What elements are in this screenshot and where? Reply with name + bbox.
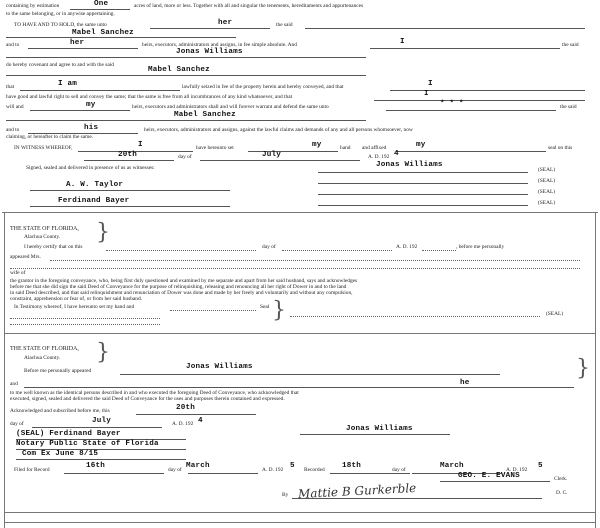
estimation-label: containing by estimation <box>6 3 60 9</box>
witness-affixed: and affixed <box>362 145 387 151</box>
witness-hand: hand <box>340 145 351 151</box>
ack1-body-2: before me that she did sign the said Deed of Conveyance for the purpose of relinquishing, releasing and renouncing all her right of Dower in and to the land <box>10 284 347 290</box>
seal-4: (SEAL) <box>538 200 556 206</box>
ack2-subscribed: Acknowledged and subscribed before me, this <box>10 408 110 414</box>
ack1-brace: } <box>96 220 110 245</box>
ack2-he: he <box>460 379 470 387</box>
warrant-text: heirs, executors and administrators shall and will forever warrant and defend the same unto <box>132 104 329 110</box>
grantor-signature: Jonas Williams <box>376 161 443 169</box>
grantor-name-1: Jonas Williams <box>176 48 243 56</box>
filed-day: 16th <box>86 462 106 470</box>
covenant-text: do hereby covenant and agree to and with the said <box>6 62 114 68</box>
appertaining-text: to the same belonging, or in anywise appertaining. <box>6 11 115 17</box>
notary-signature: (SEAL) Ferdinand Bayer <box>16 430 121 438</box>
ack2-body-1: to me well known as the identical persons described in and who executed the foregoing Deed of Conveyance, who acknowledged that <box>10 390 299 396</box>
recorded-label: Recorded <box>304 467 325 473</box>
acres-text: acres of land, more or less. Together with all and singular the tenements, hereditaments and appurtenances <box>134 3 364 9</box>
ack1-body-4: constraint, apprehension or fear of, or from her said husband. <box>10 296 143 302</box>
clerk-label: Clerk. <box>554 476 568 482</box>
claiming-text: claiming, or hereafter to claim the same. <box>6 134 94 140</box>
notary-title: Notary Public State of Florida <box>16 440 159 448</box>
witness-label: IN WITNESS WHEREOF, <box>14 145 73 151</box>
witness-day-of: day of <box>178 154 192 160</box>
witness-my-1: my <box>312 141 322 149</box>
by-label: By <box>282 492 289 498</box>
ack1-seal: (SEAL) <box>546 311 564 317</box>
ack2-day-of: day of <box>10 421 24 427</box>
the-said-label: the said <box>562 42 579 48</box>
ack2-sub-day: 20th <box>176 404 196 412</box>
filed-label: Filed for Record <box>14 467 50 473</box>
recorded-day: 18th <box>342 462 362 470</box>
filed-ad: A. D. 192 <box>262 467 284 473</box>
notary-commission: Com Ex June 8/15 <box>22 450 99 458</box>
recorded-day-of: day of <box>392 467 406 473</box>
ack2-ad: A. D. 192 <box>172 421 194 427</box>
witness-my-2: my <box>416 141 426 149</box>
witness-2-name: Ferdinand Bayer <box>58 197 130 205</box>
ack2-and: and <box>10 381 18 387</box>
witness-day: 20th <box>118 151 138 159</box>
clerk-name: GEO. E. EVANS <box>458 472 520 480</box>
witness-set: have hereunto set <box>196 145 234 151</box>
witness-month: July <box>262 151 282 159</box>
fee-simple-text: heirs, executors, administrators and assigns, in fee simple absolute. And <box>142 42 297 48</box>
ack1-seal-word: Seal <box>260 304 270 310</box>
ack2-body-2: executed, signed, sealed and delivered the said Deed of Conveyance for the uses and purposes therein contained and expressed. <box>10 396 285 402</box>
ack1-wife-of: wife of <box>10 270 26 276</box>
ack2-state: THE STATE OF FLORIDA, <box>10 346 79 352</box>
ack1-testimony: In Testimony whereof, I have hereunto set my hand and <box>14 304 135 310</box>
ack1-county: Alachua County. <box>24 234 61 240</box>
witness-ad: A. D. 192 <box>368 154 390 160</box>
ack1-day-of: day of <box>262 244 276 250</box>
warrant-my: my <box>86 101 96 109</box>
and-to-label-2: and to <box>6 127 20 133</box>
recorded-year: 5 <box>538 462 543 470</box>
ack2-sub-year: 4 <box>198 417 203 425</box>
dc-label: D. C. <box>556 490 568 496</box>
seal-1: (SEAL) <box>538 167 556 173</box>
witness-who: I <box>138 141 143 149</box>
and-to-his: his <box>84 124 99 132</box>
ack2-grantor-signature: Jonas Williams <box>346 425 413 433</box>
filed-month: March <box>186 462 210 470</box>
ack2-county: Alachua County. <box>24 355 61 361</box>
will-and-label: will and <box>6 104 24 110</box>
heirs-text-2: heirs, executors, administrators and assigns, against the lawful claims and demands of any and all persons whomsoever, now <box>144 127 413 133</box>
ack1-body-1: the grantor in the foregoing conveyance, who, being first duly questioned and examined by me separate and apart from her said husband, says and acknowledges <box>10 278 358 284</box>
that-label: that <box>6 84 15 90</box>
ack1-certify: I hereby certify that on this <box>24 244 83 250</box>
ack2-appeared-name: Jonas Williams <box>186 363 253 371</box>
recorded-ad: A. D. 192 <box>506 467 528 473</box>
and-to-her: her <box>70 39 85 47</box>
filed-day-of: day of <box>168 467 182 473</box>
good-right-text: have good and lawful right to sell and convey the same; that the same is free from all incumbrances of any kind whatsoever, and that <box>6 94 293 100</box>
witness-year: 4 <box>394 150 399 158</box>
ack1-before: , before me personally <box>456 244 505 250</box>
good-right-I: I <box>424 90 429 98</box>
recorded-month: March <box>440 462 464 470</box>
and-I: I <box>400 38 405 46</box>
ack1-ad: A. D. 192 <box>396 244 418 250</box>
habendum-her: her <box>218 19 233 27</box>
habendum-label: TO HAVE AND TO HOLD, the same unto <box>14 22 107 28</box>
acres-value: One <box>94 0 109 8</box>
seal-2: (SEAL) <box>538 178 556 184</box>
habendum-said: the said <box>276 22 293 28</box>
ack1-state: THE STATE OF FLORIDA, <box>10 226 79 232</box>
grantee-name-1: Mabel Sanchez <box>72 29 134 37</box>
i-am: I am <box>58 80 78 88</box>
ack2-sub-month: July <box>92 417 112 425</box>
warrant-name: Mabel Sanchez <box>174 111 236 119</box>
seized-I: I <box>428 80 433 88</box>
deputy-signature: Mattie B Gurkerble <box>297 480 417 502</box>
covenant-name: Mabel Sanchez <box>148 66 210 74</box>
ack1-body-3: in said Deed described, and that said relinquishment and renunciation of Dower was done and made by her freely and voluntarily and without any compulsion, <box>10 290 353 296</box>
witness-1-name: A. W. Taylor <box>66 181 124 189</box>
ack1-appeared: appeared Mrs. <box>10 254 41 260</box>
signed-presence-text: Signed, sealed and delivered in presence of us as witnesses: <box>26 165 155 171</box>
seized-text: lawfully seized in fee of the property herein and hereby conveyed, and that <box>182 84 344 90</box>
filed-year: 5 <box>290 462 295 470</box>
ack2-before: Before me personally appeared <box>24 368 92 374</box>
witness-seal-on: seal on this <box>548 145 573 151</box>
and-to-label: and to <box>6 42 20 48</box>
the-said-label-2: the said <box>560 104 577 110</box>
ack2-brace: } <box>96 340 110 365</box>
warrant-stars: * * * <box>440 100 464 108</box>
seal-3: (SEAL) <box>538 189 556 195</box>
